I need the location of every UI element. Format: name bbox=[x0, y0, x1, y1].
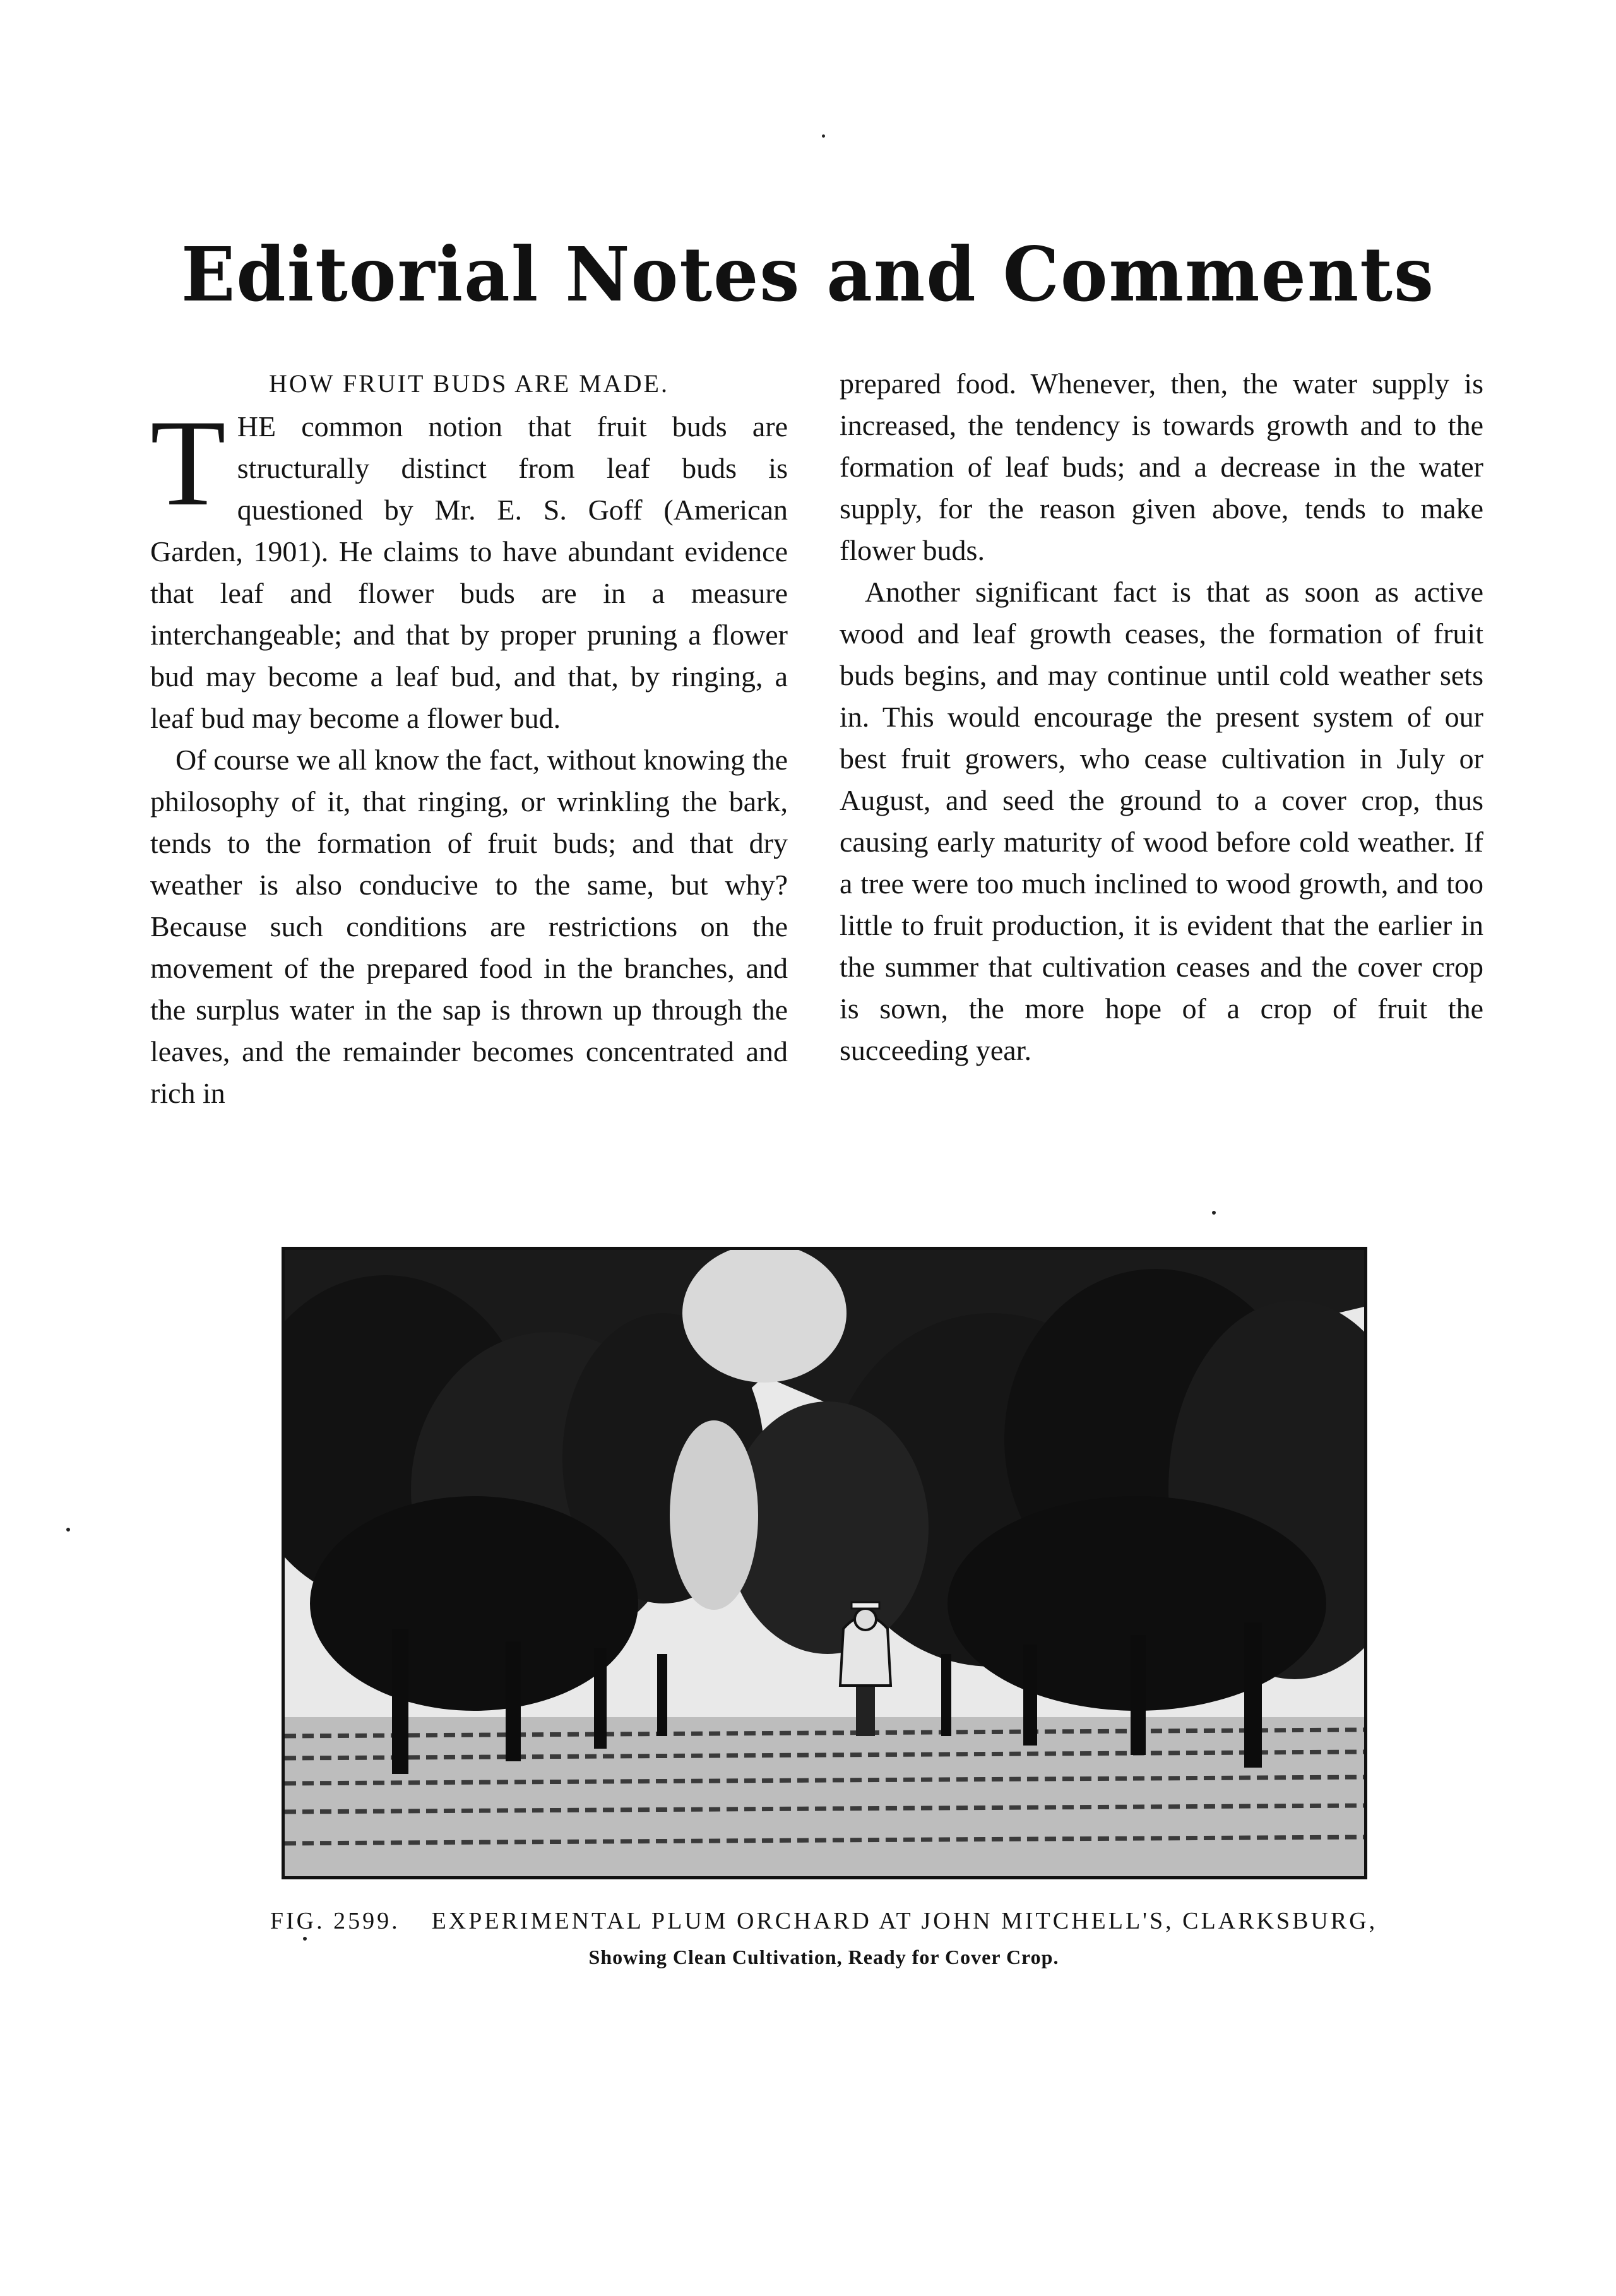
figure-subtitle: Showing Clean Cultivation, Ready for Cover Crop. bbox=[588, 1946, 1059, 1968]
paragraph-1 bbox=[150, 395, 788, 739]
orchard-photograph bbox=[282, 1247, 1367, 1879]
figure-number: FIG. 2599. bbox=[270, 1908, 400, 1934]
paragraph-2: Of course we all know the fact, without knowing the philosophy of it, that ringing, or wrinkling the bark, tends to the formation of fruit buds; and that dry weather is also conducive to the same, but why? Because such conditions are restrictions on the movement of the prepared food in the branches, and the surplus water in the sap is thrown up through the leaves, and the remainder becomes concentrated and rich in bbox=[150, 744, 788, 1109]
paragraph-3: Another significant fact is that as soon as active wood and leaf growth ceases, the formation of fruit buds begins, and may continue until cold weather sets in. This would encourage the present system of our best fruit growers, who cease cultivation in July or August, and seed the ground to a cover crop, thus causing early maturity of wood before cold weather. If a tree were too much inclined to wood growth, and too little to fruit production, it is evident that the earlier in the summer that cultivation ceases and the cover crop is sown, the more hope of a crop of fruit the succeeding year. bbox=[840, 576, 1483, 1066]
print-speck bbox=[66, 1528, 70, 1532]
figure-title: EXPERIMENTAL PLUM ORCHARD AT JOHN MITCHELL'S, CLARKSBURG, bbox=[431, 1908, 1378, 1934]
figure-caption-title-line bbox=[252, 1903, 1395, 1939]
figure-caption bbox=[252, 1903, 1395, 1975]
paragraph-2-continued: prepared food. Whenever, then, the water supply is increased, the tendency is towards growth and to the formation of leaf buds; and a decrease in the water supply, for the reason given above, tends to make flower buds. bbox=[840, 367, 1483, 566]
text-column-left bbox=[150, 363, 788, 1114]
page-heading: Editorial Notes and Comments bbox=[181, 231, 1435, 319]
article-subheading: HOW FRUIT BUDS ARE MADE. bbox=[269, 369, 669, 398]
print-speck bbox=[1212, 1211, 1216, 1215]
paragraph-1-text: HE common notion that fruit buds are structurally distinct from leaf buds is questioned by Mr. E. S. Goff (American Garden, 1901). He claims to have abundant evidence that leaf and flower buds are in a measure interchangeable; and that by proper pruning a flower bud may become a leaf bud, and that, by ringing, a leaf bud may become a flower bud. bbox=[150, 410, 788, 734]
text-column-right bbox=[840, 363, 1483, 1071]
drop-cap: T bbox=[150, 395, 226, 532]
orchard-photo-illustration bbox=[285, 1250, 1364, 1876]
print-speck bbox=[822, 134, 825, 138]
